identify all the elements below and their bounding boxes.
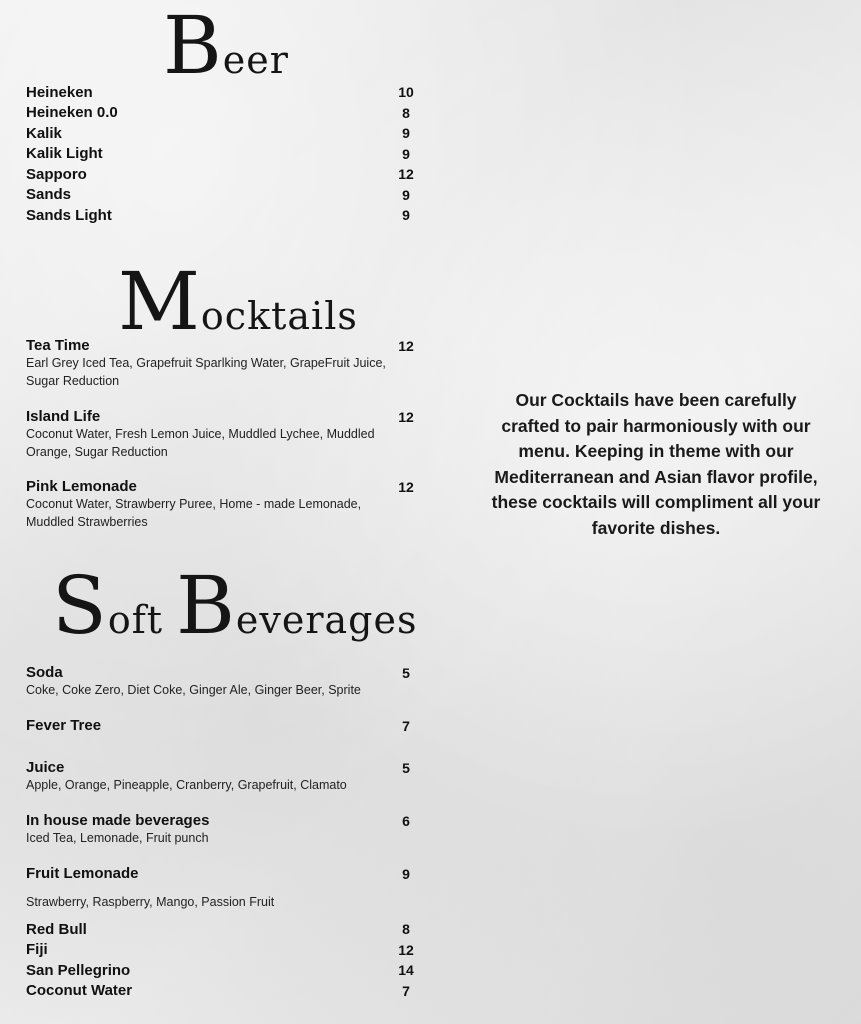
soft-bottom-list [26,919,416,1001]
item-name: Heineken 0.0 [26,104,118,122]
soft-heading-rest1: oft [107,598,177,642]
item-name: Heineken [26,83,93,101]
item-price: 9 [402,207,410,224]
mocktails-heading-cap: M [118,255,201,348]
list-item [26,185,416,206]
item-price: 5 [402,664,410,681]
item-name: Sapporo [26,165,87,183]
soft-item [26,663,416,700]
item-name: Coconut Water [26,982,133,1000]
item-name: Juice [26,759,65,776]
item-description: Apple, Orange, Pineapple, Cranberry, Grapefruit, Clamato [26,778,347,792]
item-name: Sands Light [26,206,112,224]
item-description: Iced Tea, Lemonade, Fruit punch [26,831,209,845]
soft-heading-cap1: S [52,559,108,652]
item-name: Kalik [26,124,62,142]
item-price: 14 [398,962,414,979]
soft-item [26,811,416,848]
item-price: 12 [398,166,414,183]
item-description: Coconut Water, Fresh Lemon Juice, Muddled Lychee, Muddled Orange, Sugar Reduction [26,427,375,459]
item-name: Tea Time [26,337,90,354]
item-name: Sands [26,186,72,204]
item-price: 8 [402,104,410,121]
mocktails-heading [118,255,358,348]
item-name: San Pellegrino [26,961,131,979]
item-price: 9 [402,865,410,882]
item-price: 12 [398,337,414,354]
item-price: 12 [398,408,414,425]
mocktail-item [26,477,416,531]
item-description: Strawberry, Raspberry, Mango, Passion Fruit [26,895,275,909]
item-description: Coke, Coke Zero, Diet Coke, Ginger Ale, Ginger Beer, Sprite [26,683,361,697]
list-item [26,919,416,940]
mocktail-item [26,336,416,390]
item-name: In house made beverages [26,812,210,829]
item-name: Island Life [26,408,101,425]
list-item [26,144,416,165]
beer-heading [163,0,289,92]
item-price: 12 [398,478,414,495]
list-item [26,123,416,144]
soft-item [26,864,416,912]
list-item [26,164,416,185]
item-price: 9 [402,125,410,142]
beer-list [26,82,416,226]
item-price: 9 [402,186,410,203]
item-description: Coconut Water, Strawberry Puree, Home - made Lemonade, Muddled Strawberries [26,497,362,529]
item-price: 12 [398,941,414,958]
item-price: 9 [402,145,410,162]
item-price: 8 [402,921,410,938]
item-price: 7 [402,717,410,734]
item-price: 6 [402,812,410,829]
item-name: Fruit Lemonade [26,865,139,882]
item-price: 7 [402,982,410,999]
soft-item [26,758,416,795]
soft-heading-rest2: everages [235,598,418,642]
beer-heading-cap: B [163,0,223,92]
item-price: 5 [402,759,410,776]
item-name: Fever Tree [26,717,102,734]
list-item [26,981,416,1002]
item-name: Soda [26,664,63,681]
item-name: Red Bull [26,920,87,938]
item-name: Kalik Light [26,145,103,163]
list-item [26,103,416,124]
list-item [26,960,416,981]
list-item [26,82,416,103]
list-item [26,205,416,226]
mocktails-heading-rest: ocktails [200,294,358,338]
item-description: Earl Grey Iced Tea, Grapefruit Sparlking Water, GrapeFruit Juice, Sugar Reduction [26,356,386,388]
list-item [26,940,416,961]
beer-heading-rest: eer [222,38,289,82]
item-price: 10 [398,84,414,101]
soft-item [26,716,416,735]
item-name: Fiji [26,941,48,959]
soft-heading-cap2: B [176,559,236,652]
soft-beverages-heading [52,559,418,652]
cocktail-description: Our Cocktails have been carefully crafted to pair harmoniously with our menu. Keeping in theme with our Mediterranean and Asian flavor profile, these cocktails will compliment all your favorite dishes. [491,390,821,538]
item-name: Pink Lemonade [26,478,137,495]
mocktail-item [26,407,416,461]
